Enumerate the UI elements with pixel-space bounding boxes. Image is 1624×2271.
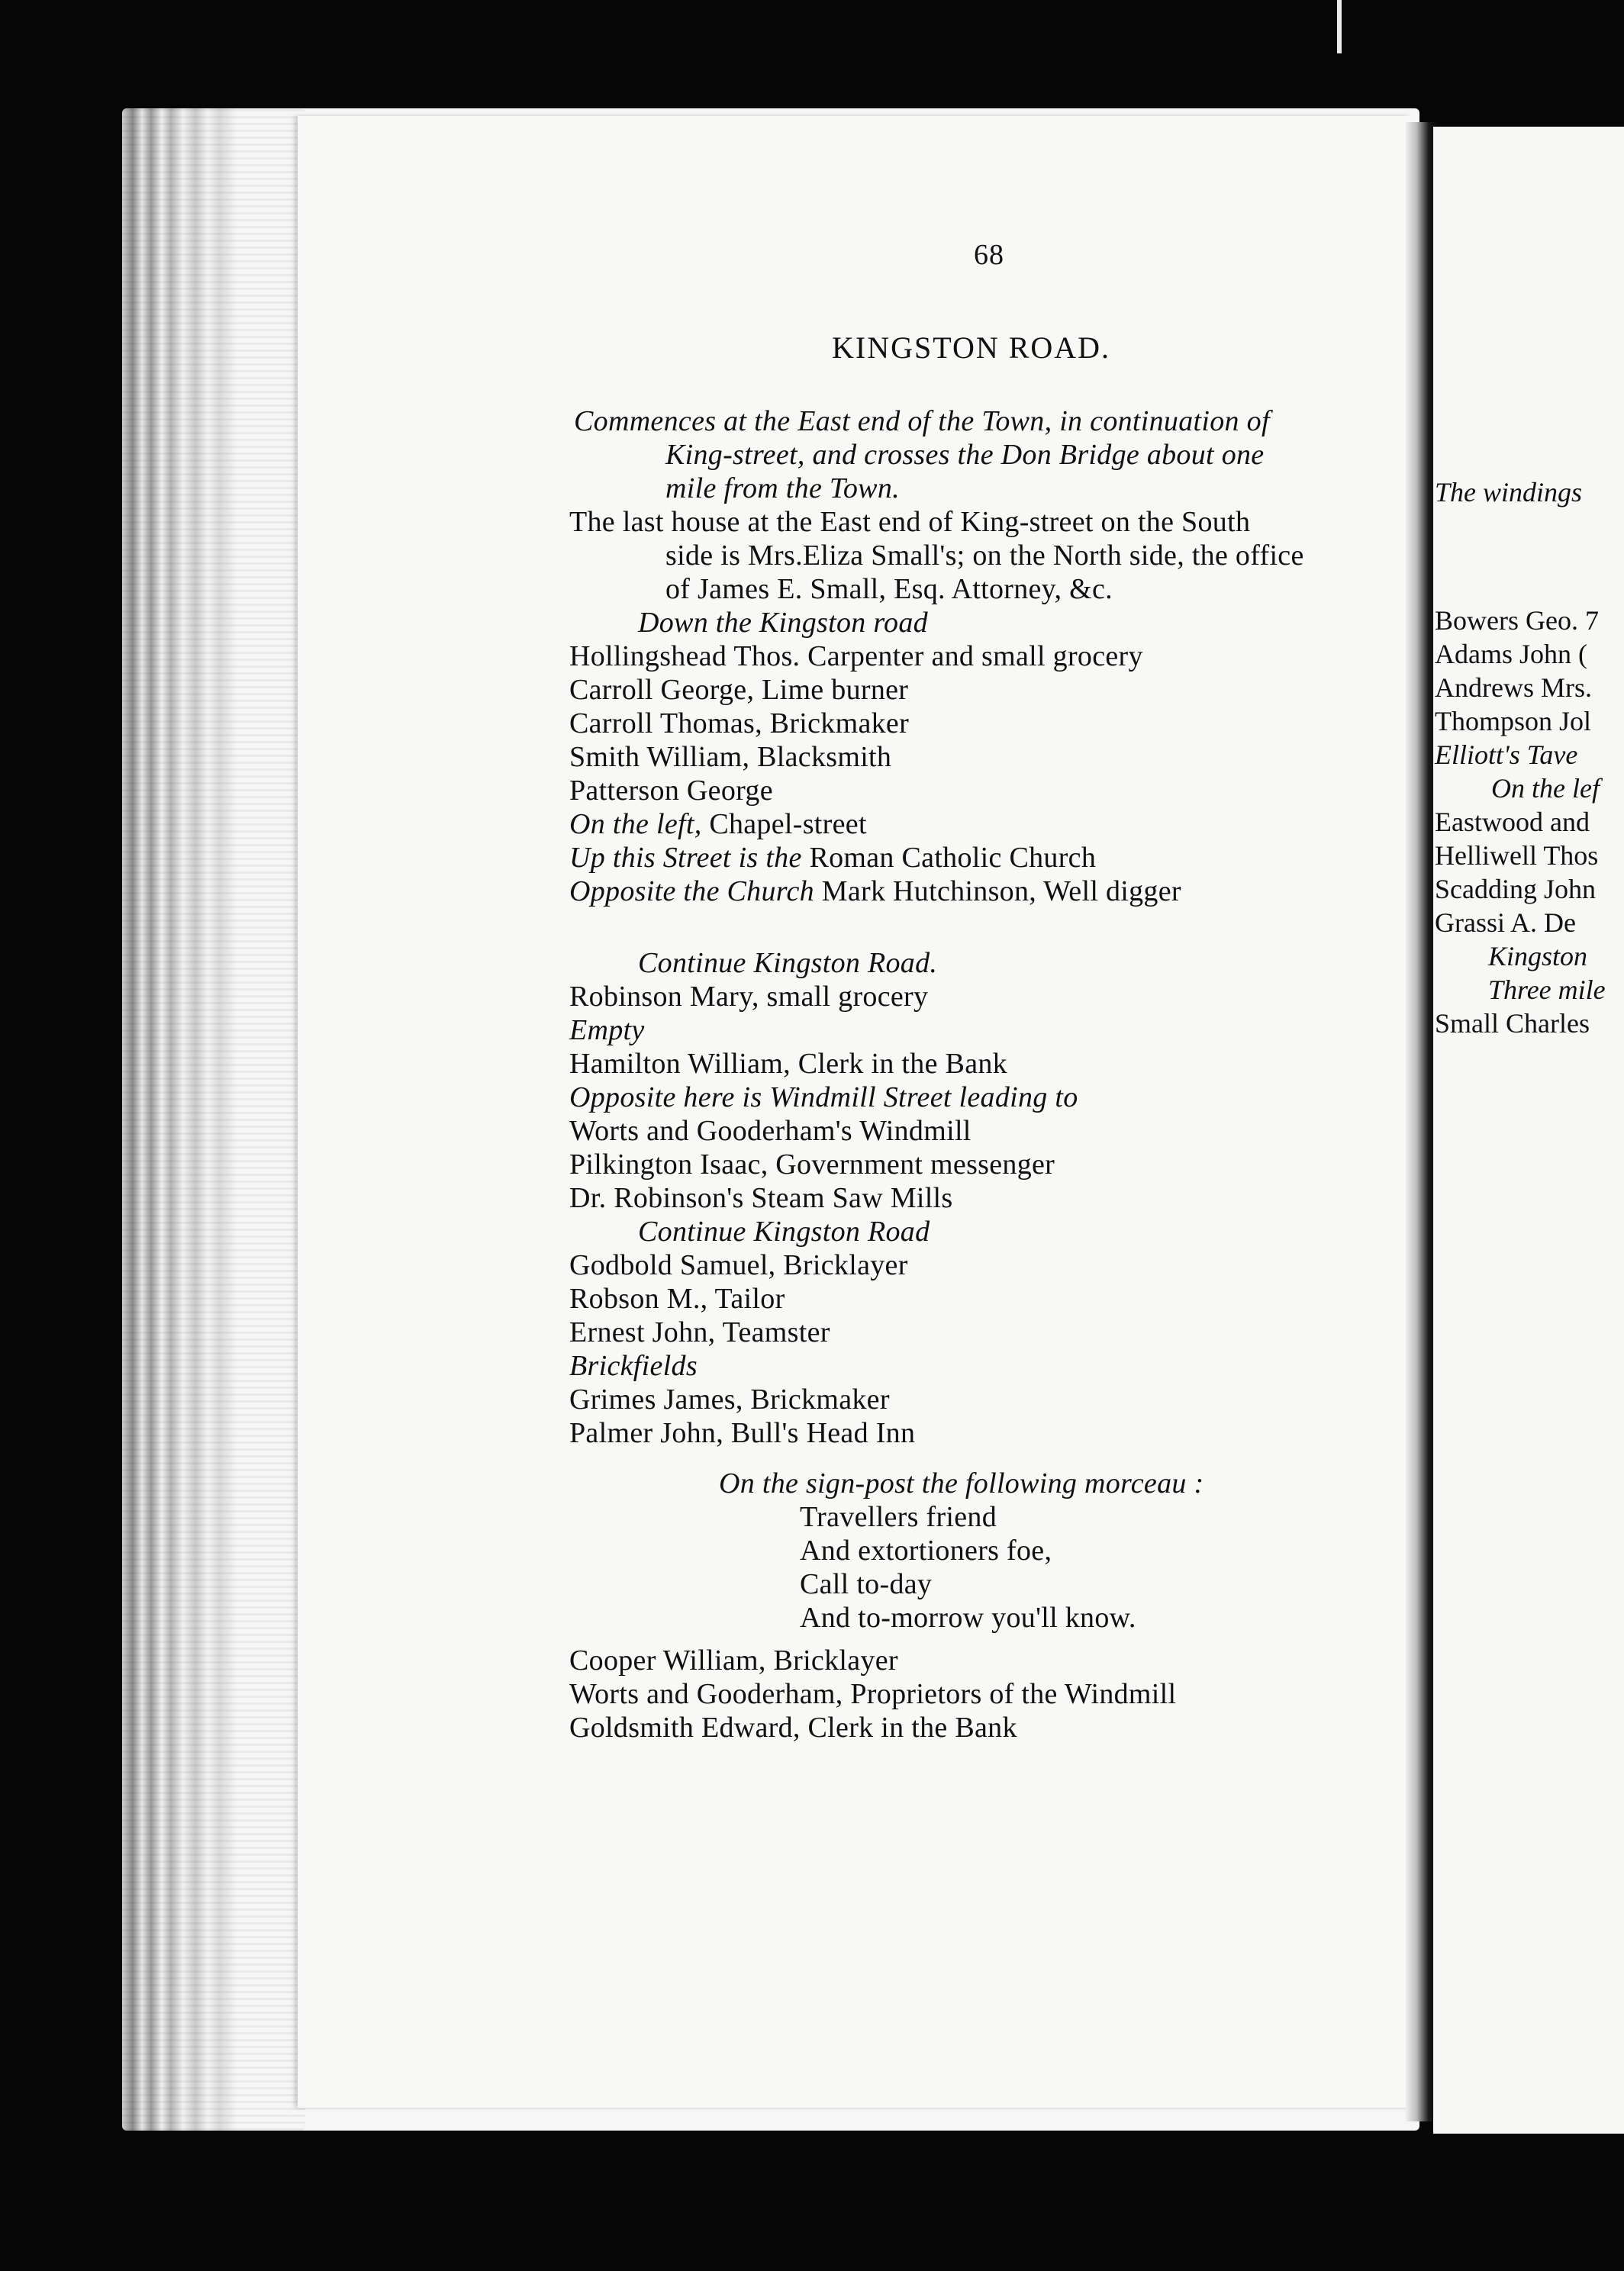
text-line: Hollingshead Thos. Carpenter and small grocery bbox=[569, 640, 1143, 672]
text-plain-part: Mark Hutchinson, Well digger bbox=[814, 875, 1181, 907]
text-line bbox=[569, 875, 1181, 908]
text-line: Robson M., Tailor bbox=[569, 1283, 785, 1315]
book-gutter bbox=[1406, 122, 1436, 2121]
text-line: Ernest John, Teamster bbox=[569, 1316, 830, 1348]
text-line: Cooper William, Bricklayer bbox=[569, 1644, 898, 1677]
right-text-line: On the lef bbox=[1491, 773, 1600, 804]
right-page bbox=[1433, 127, 1624, 2134]
right-text-line: Helliwell Thos bbox=[1435, 840, 1599, 871]
text-line: Dr. Robinson's Steam Saw Mills bbox=[569, 1182, 953, 1214]
text-line: Goldsmith Edward, Clerk in the Bank bbox=[569, 1712, 1017, 1744]
text-italic-part: Opposite the Church bbox=[569, 875, 814, 907]
right-text-line: Small Charles bbox=[1435, 1008, 1590, 1039]
page-number: 68 bbox=[974, 239, 1004, 271]
text-line: The last house at the East end of King-street on the South bbox=[569, 506, 1251, 538]
right-text-line: Adams John ( bbox=[1435, 639, 1587, 669]
text-line: Carroll George, Lime burner bbox=[569, 674, 909, 706]
right-text-line: The windings bbox=[1435, 477, 1583, 507]
text-line: Down the Kingston road bbox=[638, 607, 928, 639]
text-line: Commences at the East end of the Town, in continuation of bbox=[574, 405, 1270, 437]
text-line: mile from the Town. bbox=[665, 472, 900, 504]
text-line: Pilkington Isaac, Government messenger bbox=[569, 1148, 1055, 1181]
text-line: of James E. Small, Esq. Attorney, &c. bbox=[665, 573, 1113, 605]
text-line: Palmer John, Bull's Head Inn bbox=[569, 1417, 916, 1449]
right-text-line: Eastwood and bbox=[1435, 807, 1590, 837]
right-text-line: Bowers Geo. 7 bbox=[1435, 605, 1599, 636]
text-line: Travellers friend bbox=[800, 1501, 997, 1533]
scan-edge-mark bbox=[1337, 0, 1342, 53]
text-line: side is Mrs.Eliza Small's; on the North side, the office bbox=[665, 540, 1304, 572]
right-text-line: Andrews Mrs. bbox=[1435, 672, 1592, 703]
text-line: Continue Kingston Road bbox=[638, 1216, 930, 1248]
right-text-line: Three mile bbox=[1488, 974, 1606, 1005]
text-line: Grimes James, Brickmaker bbox=[569, 1384, 890, 1416]
text-line: Worts and Gooderham, Proprietors of the Windmill bbox=[569, 1678, 1177, 1710]
text-line: Robinson Mary, small grocery bbox=[569, 981, 929, 1013]
text-line: Opposite here is Windmill Street leading to bbox=[569, 1081, 1078, 1113]
text-line: And extortioners foe, bbox=[800, 1535, 1052, 1567]
right-text-line: Thompson Jol bbox=[1435, 706, 1592, 736]
text-line: Worts and Gooderham's Windmill bbox=[569, 1115, 972, 1147]
right-text-line: Scadding John bbox=[1435, 874, 1596, 904]
text-line: Brickfields bbox=[569, 1350, 698, 1382]
page-stack-shading bbox=[122, 108, 305, 2131]
text-line: Empty bbox=[569, 1014, 645, 1046]
text-line: Smith William, Blacksmith bbox=[569, 741, 892, 773]
right-text-line: Grassi A. De bbox=[1435, 907, 1576, 938]
text-italic-part: Up this Street is the bbox=[569, 842, 802, 874]
section-title: KINGSTON ROAD. bbox=[832, 330, 1111, 365]
text-line: Patterson George bbox=[569, 775, 773, 807]
text-line: Continue Kingston Road. bbox=[638, 947, 938, 979]
text-line bbox=[569, 807, 867, 841]
text-line bbox=[569, 841, 1096, 875]
text-line: King-street, and crosses the Don Bridge about one bbox=[665, 439, 1265, 471]
text-plain-part: Roman Catholic Church bbox=[801, 842, 1097, 874]
text-line: Hamilton William, Clerk in the Bank bbox=[569, 1048, 1007, 1080]
text-line: Carroll Thomas, Brickmaker bbox=[569, 707, 910, 739]
text-italic-part: On the left, bbox=[569, 808, 702, 840]
text-line: Godbold Samuel, Bricklayer bbox=[569, 1249, 908, 1281]
right-text-line: Elliott's Tave bbox=[1435, 739, 1578, 770]
text-line: Call to-day bbox=[800, 1568, 933, 1600]
right-text-line: Kingston bbox=[1488, 941, 1588, 971]
text-plain-part: Chapel-street bbox=[701, 808, 867, 840]
text-line: On the sign-post the following morceau : bbox=[719, 1467, 1204, 1500]
text-line: And to-morrow you'll know. bbox=[800, 1602, 1136, 1634]
